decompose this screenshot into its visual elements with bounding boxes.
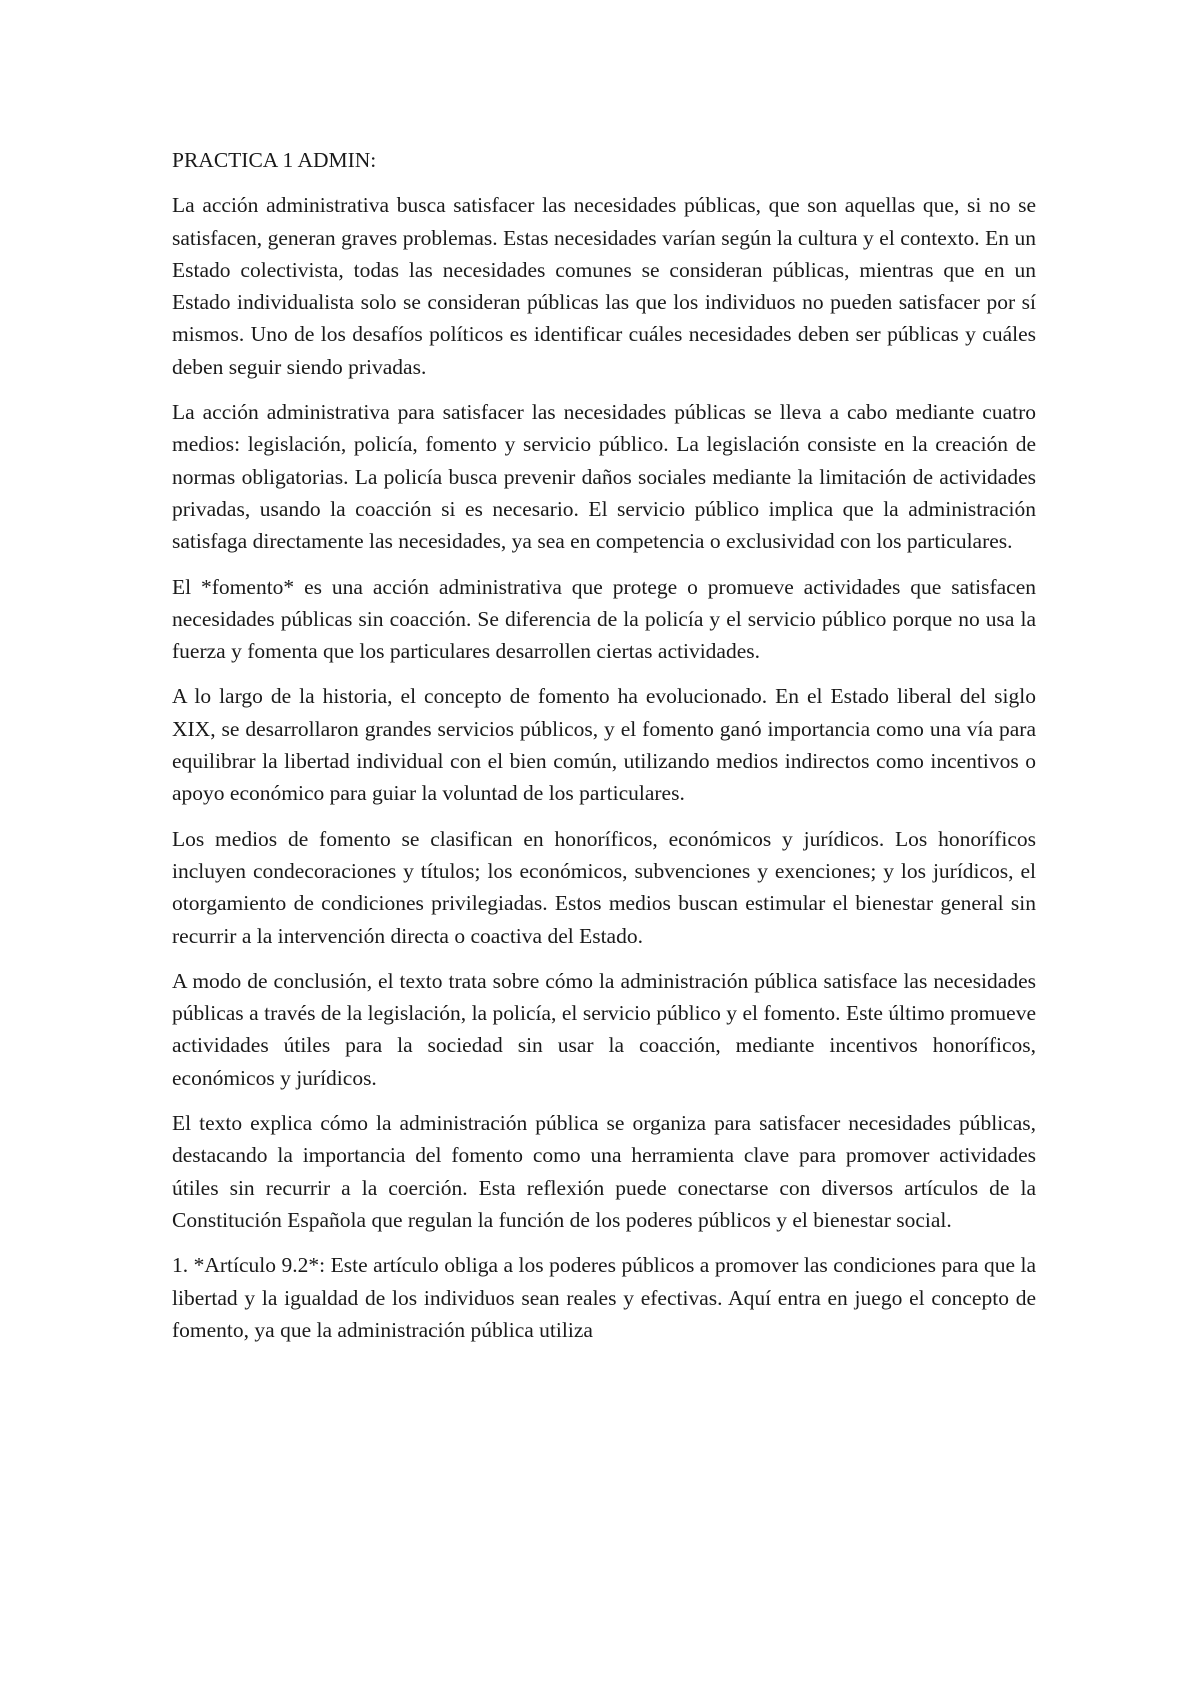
paragraph-5: Los medios de fomento se clasifican en honoríficos, económicos y jurídicos. Los honoríficos incluyen condecoraciones y títulos; los económicos, subvenciones y exenciones; y los jurídicos, el otorgamiento de condiciones privilegiadas. Estos medios buscan estimular el bienestar general sin recurrir a la intervención directa o coactiva del Estado. bbox=[172, 826, 1036, 948]
document-body bbox=[172, 144, 1036, 1359]
paragraph-6: A modo de conclusión, el texto trata sobre cómo la administración pública satisface las necesidades públicas a través de la legislación, la policía, el servicio público y el fomento. Este último promueve actividades útiles para la sociedad sin usar la coacción, mediante incentivos honoríficos, económicos y jurídicos. bbox=[172, 968, 1036, 1090]
paragraph-4: A lo largo de la historia, el concepto de fomento ha evolucionado. En el Estado liberal del siglo XIX, se desarrollaron grandes servicios públicos, y el fomento ganó importancia como una vía para equilibrar la libertad individual con el bien común, utilizando medios indirectos como incentivos o apoyo económico para guiar la voluntad de los particulares. bbox=[172, 684, 1036, 806]
document-title: PRACTICA 1 ADMIN: bbox=[172, 148, 377, 172]
paragraph-3: El *fomento* es una acción administrativa que protege o promueve actividades que satisfacen necesidades públicas sin coacción. Se diferencia de la policía y el servicio público porque no usa la fuerza y fomenta que los particulares desarrollen ciertas actividades. bbox=[172, 574, 1036, 664]
paragraph-8: 1. *Artículo 9.2*: Este artículo obliga a los poderes públicos a promover las condiciones para que la libertad y la igualdad de los individuos sean reales y efectivas. Aquí entra en juego el concepto de fomento, ya que la administración pública utiliza bbox=[172, 1253, 1036, 1342]
paragraph-1: La acción administrativa busca satisfacer las necesidades públicas, que son aquellas que, si no se satisfacen, generan graves problemas. Estas necesidades varían según la cultura y el contexto. En un Estado colectivista, todas las necesidades comunes se consideran públicas, mientras que en un Estado individualista solo se consideran públicas las que los individuos no pueden satisfacer por sí mismos. Uno de los desafíos políticos es identificar cuáles necesidades deben ser públicas y cuáles deben seguir siendo privadas. bbox=[172, 193, 1036, 379]
paragraph-2: La acción administrativa para satisfacer las necesidades públicas se lleva a cabo mediante cuatro medios: legislación, policía, fomento y servicio público. La legislación consiste en la creación de normas obligatorias. La policía busca prevenir daños sociales mediante la limitación de actividades privadas, usando la coacción si es necesario. El servicio público implica que la administración satisfaga directamente las necesidades, ya sea en competencia o exclusividad con los particulares. bbox=[172, 400, 1036, 554]
paragraph-7: El texto explica cómo la administración pública se organiza para satisfacer necesidades públicas, destacando la importancia del fomento como una herramienta clave para promover actividades útiles sin recurrir a la coerción. Esta reflexión puede conectarse con diversos artículos de la Constitución Española que regulan la función de los poderes públicos y el bienestar social. bbox=[172, 1111, 1036, 1232]
